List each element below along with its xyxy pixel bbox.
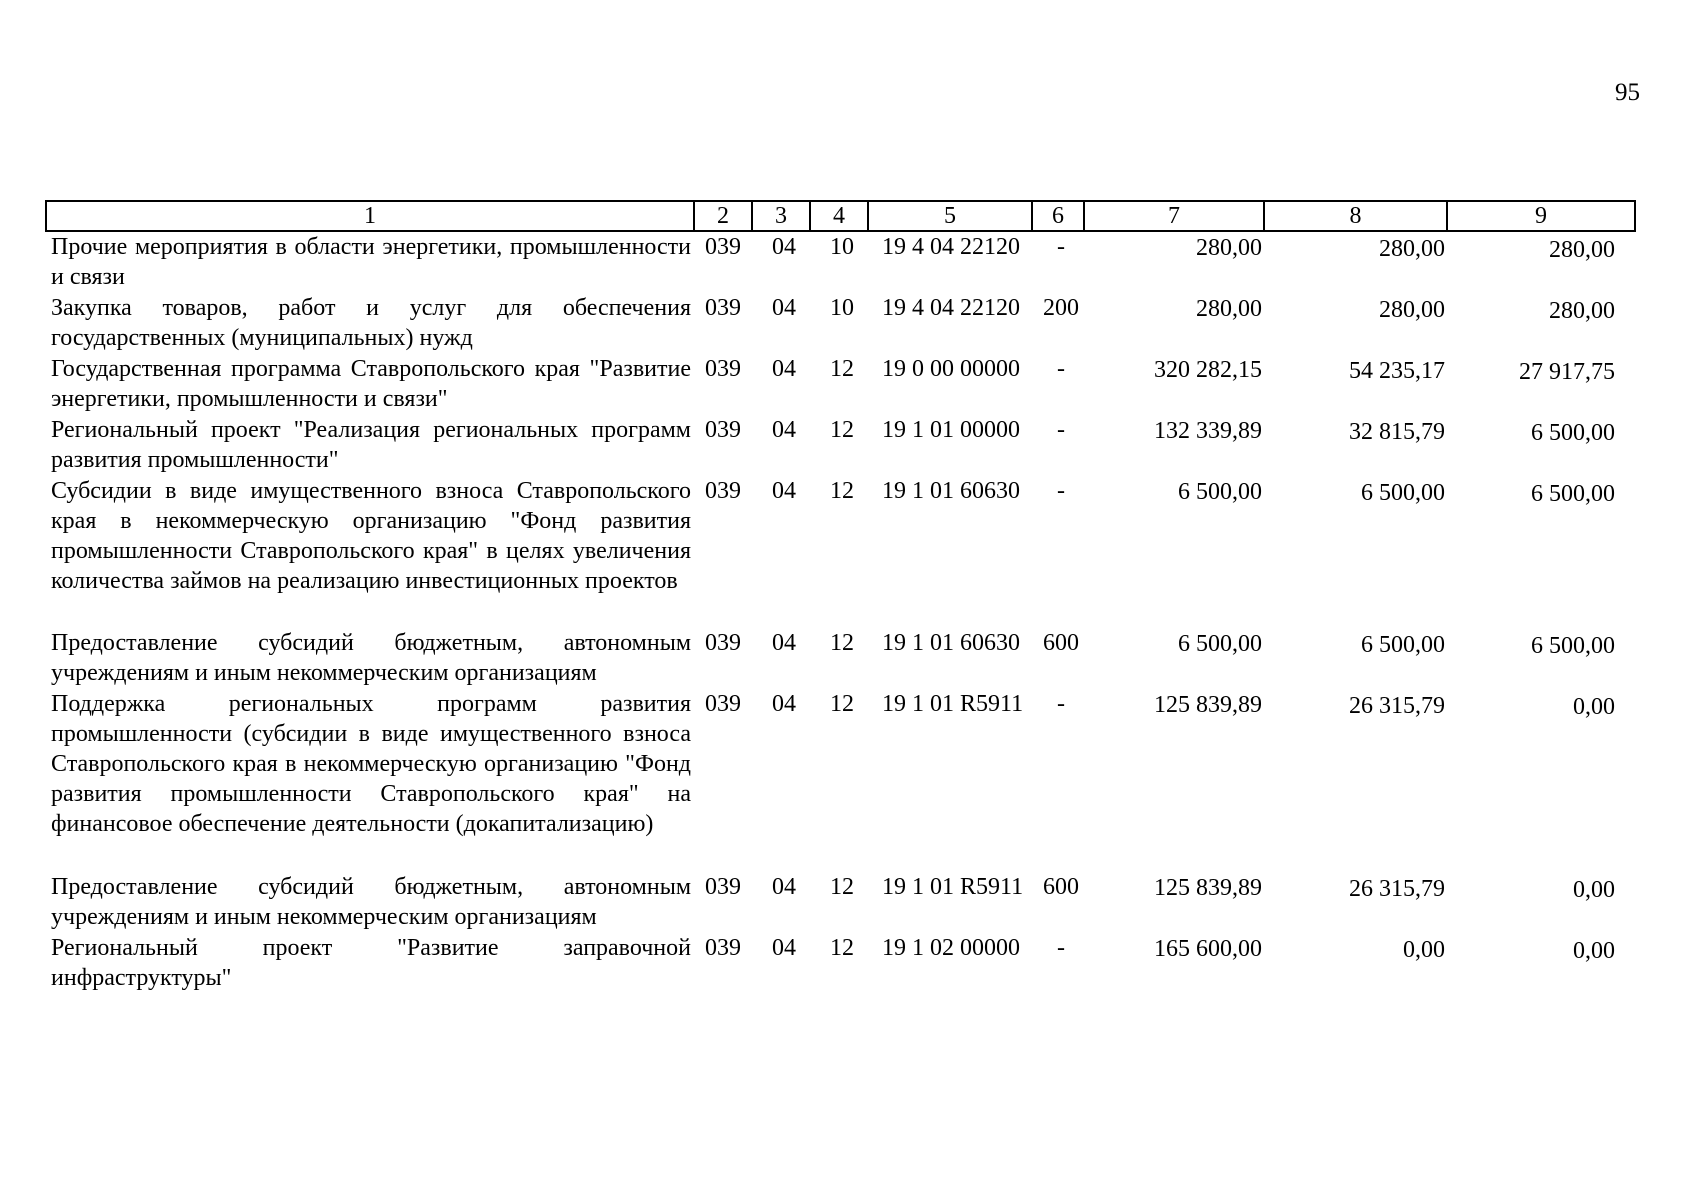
- amount-col-9: 27 917,75: [1519, 359, 1615, 385]
- target-article-code: 19 1 02 00000: [882, 935, 1020, 961]
- header-col-4: 4: [810, 201, 868, 231]
- page-number: 95: [1615, 79, 1640, 106]
- ministry-code: 039: [705, 234, 741, 260]
- subsection-code: 12: [830, 356, 854, 382]
- subsection-code: 10: [830, 295, 854, 321]
- amount-col-7: 320 282,15: [1154, 357, 1262, 383]
- amount-col-8: 6 500,00: [1361, 632, 1445, 658]
- target-article-code: 19 1 01 R5911: [882, 874, 1024, 900]
- target-article-code: 19 0 00 00000: [882, 356, 1020, 382]
- amount-col-9: 280,00: [1549, 237, 1615, 263]
- subsection-code: 12: [830, 874, 854, 900]
- amount-col-7: 6 500,00: [1178, 631, 1262, 657]
- section-code: 04: [772, 478, 796, 504]
- row-description: Предоставление субсидий бюджетным, автономным учреждениям и иным некоммерческим организациям: [51, 874, 691, 930]
- amount-col-8: 26 315,79: [1349, 876, 1445, 902]
- header-col-3: 3: [752, 201, 810, 231]
- ministry-code: 039: [705, 417, 741, 443]
- amount-col-8: 54 235,17: [1349, 358, 1445, 384]
- ministry-code: 039: [705, 630, 741, 656]
- target-article-code: 19 1 01 60630: [882, 630, 1020, 656]
- amount-col-7: 280,00: [1196, 235, 1262, 261]
- row-description: Поддержка региональных программ развития промышленности (субсидии в виде имущественного взноса Ставропольского края в некоммерческую организацию "Фонд развития промышленности Ставропольского края" на финансовое обеспечение деятельности (докапитализацию): [51, 691, 691, 837]
- amount-col-7: 165 600,00: [1154, 936, 1262, 962]
- ministry-code: 039: [705, 691, 741, 717]
- row-description: Предоставление субсидий бюджетным, автономным учреждениям и иным некоммерческим организациям: [51, 630, 691, 686]
- ministry-code: 039: [705, 874, 741, 900]
- ministry-code: 039: [705, 356, 741, 382]
- section-code: 04: [772, 630, 796, 656]
- amount-col-9: 280,00: [1549, 298, 1615, 324]
- header-col-7: 7: [1084, 201, 1264, 231]
- header-col-8: 8: [1264, 201, 1447, 231]
- column-number-header: [45, 200, 1636, 232]
- expense-type-code: -: [1057, 691, 1065, 717]
- expense-type-code: 600: [1043, 630, 1079, 656]
- section-code: 04: [772, 234, 796, 260]
- row-description: Региональный проект "Реализация региональных программ развития промышленности": [51, 417, 691, 473]
- amount-col-7: 125 839,89: [1154, 692, 1262, 718]
- amount-col-8: 32 815,79: [1349, 419, 1445, 445]
- row-description: Государственная программа Ставропольского края "Развитие энергетики, промышленности и связи": [51, 356, 691, 412]
- amount-col-7: 125 839,89: [1154, 875, 1262, 901]
- target-article-code: 19 1 01 R5911: [882, 691, 1024, 717]
- target-article-code: 19 1 01 00000: [882, 417, 1020, 443]
- header-col-6: 6: [1032, 201, 1084, 231]
- amount-col-9: 6 500,00: [1531, 633, 1615, 659]
- subsection-code: 12: [830, 630, 854, 656]
- amount-col-8: 280,00: [1379, 297, 1445, 323]
- amount-col-9: 0,00: [1573, 694, 1615, 720]
- section-code: 04: [772, 295, 796, 321]
- row-description: Прочие мероприятия в области энергетики, промышленности и связи: [51, 234, 691, 290]
- section-code: 04: [772, 417, 796, 443]
- amount-col-7: 132 339,89: [1154, 418, 1262, 444]
- amount-col-8: 26 315,79: [1349, 693, 1445, 719]
- header-col-5: 5: [868, 201, 1032, 231]
- section-code: 04: [772, 691, 796, 717]
- section-code: 04: [772, 874, 796, 900]
- row-description: Закупка товаров, работ и услуг для обеспечения государственных (муниципальных) нужд: [51, 295, 691, 351]
- ministry-code: 039: [705, 295, 741, 321]
- row-description: Субсидии в виде имущественного взноса Ставропольского края в некоммерческую организацию "Фонд развития промышленности Ставропольского края" в целях увеличения количества займов на реализацию инвестиционных проектов: [51, 478, 691, 594]
- subsection-code: 12: [830, 478, 854, 504]
- subsection-code: 12: [830, 417, 854, 443]
- expense-type-code: -: [1057, 935, 1065, 961]
- target-article-code: 19 1 01 60630: [882, 478, 1020, 504]
- subsection-code: 10: [830, 234, 854, 260]
- section-code: 04: [772, 935, 796, 961]
- expense-type-code: -: [1057, 478, 1065, 504]
- amount-col-7: 280,00: [1196, 296, 1262, 322]
- expense-type-code: -: [1057, 356, 1065, 382]
- section-code: 04: [772, 356, 796, 382]
- expense-type-code: 200: [1043, 295, 1079, 321]
- expense-type-code: -: [1057, 234, 1065, 260]
- subsection-code: 12: [830, 935, 854, 961]
- expense-type-code: 600: [1043, 874, 1079, 900]
- header-col-9: 9: [1447, 201, 1635, 231]
- ministry-code: 039: [705, 935, 741, 961]
- amount-col-9: 6 500,00: [1531, 481, 1615, 507]
- amount-col-8: 280,00: [1379, 236, 1445, 262]
- ministry-code: 039: [705, 478, 741, 504]
- header-col-1: 1: [46, 201, 694, 231]
- target-article-code: 19 4 04 22120: [882, 295, 1020, 321]
- amount-col-9: 0,00: [1573, 877, 1615, 903]
- target-article-code: 19 4 04 22120: [882, 234, 1020, 260]
- row-description: Региональный проект "Развитие заправочной инфраструктуры": [51, 935, 691, 991]
- amount-col-7: 6 500,00: [1178, 479, 1262, 505]
- amount-col-8: 6 500,00: [1361, 480, 1445, 506]
- amount-col-9: 0,00: [1573, 938, 1615, 964]
- subsection-code: 12: [830, 691, 854, 717]
- expense-type-code: -: [1057, 417, 1065, 443]
- amount-col-9: 6 500,00: [1531, 420, 1615, 446]
- amount-col-8: 0,00: [1403, 937, 1445, 963]
- header-col-2: 2: [694, 201, 752, 231]
